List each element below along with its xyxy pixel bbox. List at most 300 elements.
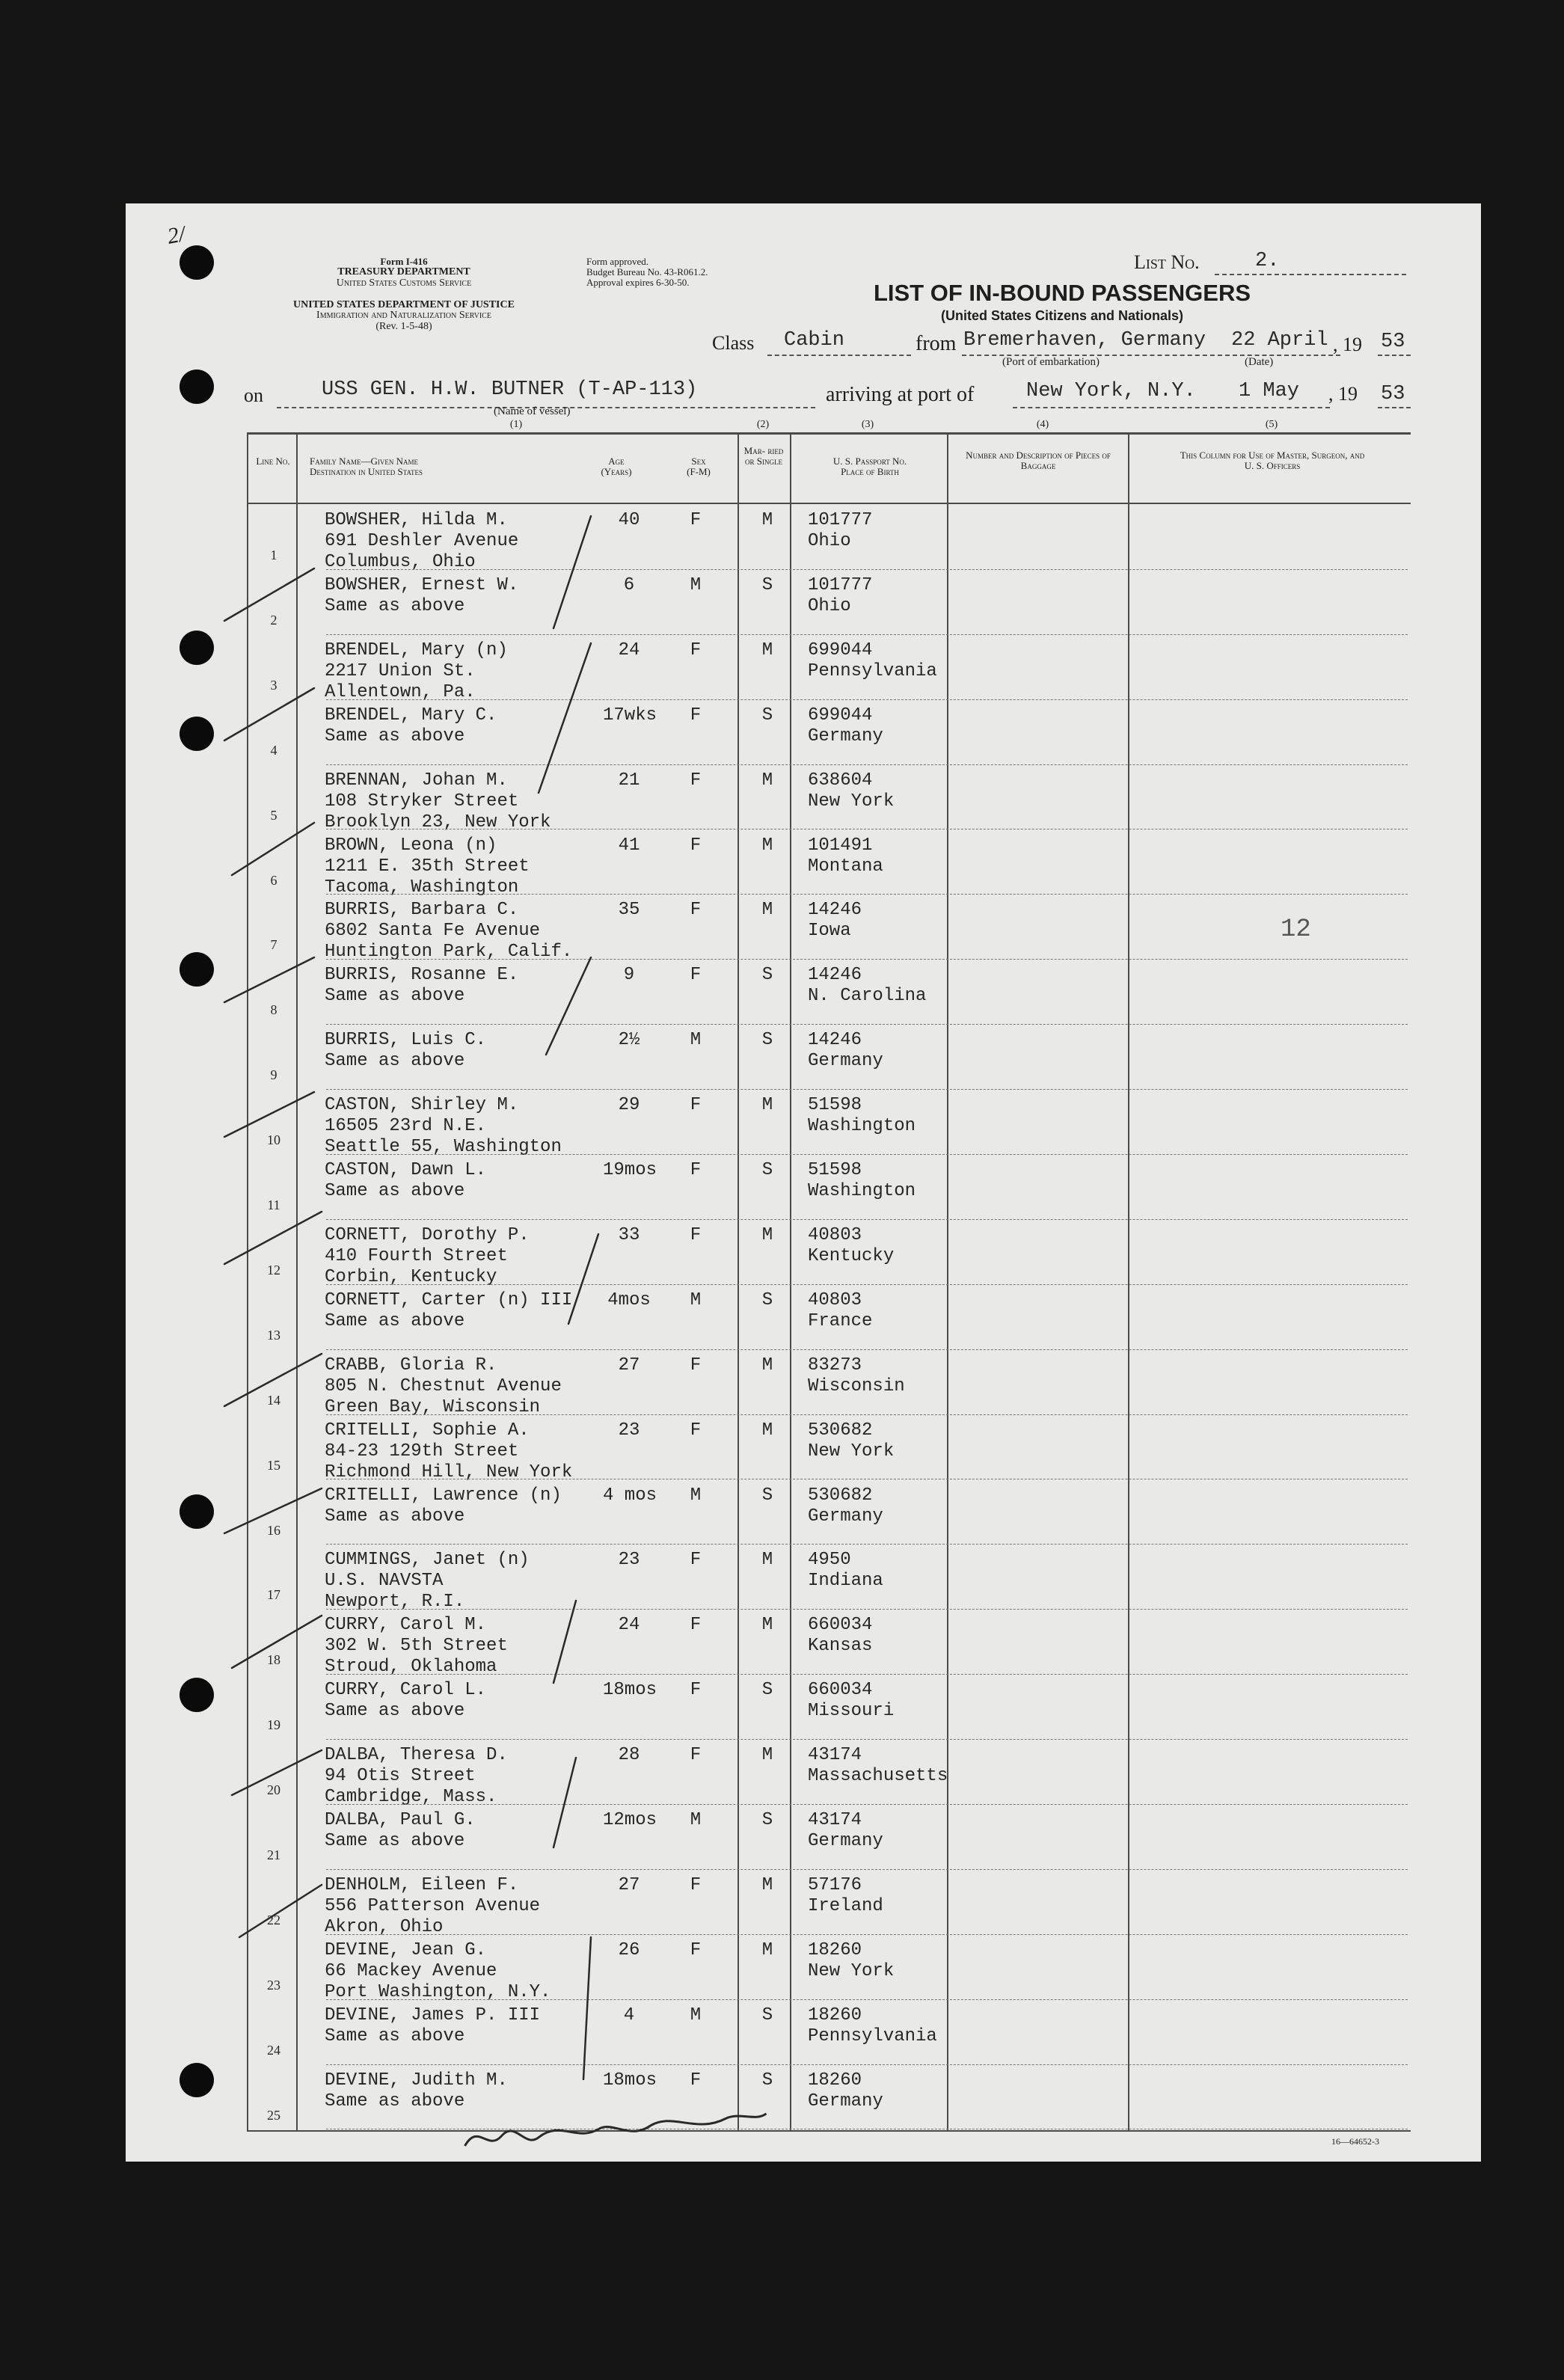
table-row — [0, 831, 1355, 896]
age: 23 — [618, 1420, 640, 1441]
place-of-birth: Germany — [808, 726, 883, 746]
age: 28 — [618, 1745, 640, 1766]
passport-number: 83273 — [808, 1355, 862, 1375]
age: 18mos — [603, 1680, 657, 1701]
sex: M — [690, 2005, 702, 2025]
passenger-name: CUMMINGS, Janet (n) — [325, 1550, 530, 1571]
line-number: 24 — [267, 2042, 280, 2058]
passport-number: 699044 — [808, 640, 873, 660]
marital-status: S — [761, 2005, 773, 2025]
table-row — [0, 636, 1355, 701]
line-number: 7 — [270, 937, 277, 953]
line-number: 25 — [267, 2107, 280, 2123]
destination-line: 1211 E. 35th Street — [325, 856, 530, 877]
destination-line: 691 Deshler Avenue — [325, 531, 519, 551]
passport-number: 14246 — [808, 1030, 862, 1051]
passport-number: 530682 — [808, 1420, 873, 1441]
sex: M — [690, 1810, 702, 1830]
line-number: 8 — [270, 1002, 277, 1018]
punch-hole — [180, 369, 214, 404]
age: 21 — [618, 770, 640, 791]
passport-number: 638604 — [808, 770, 873, 791]
arrival-date: 1 May — [1239, 380, 1300, 402]
place-of-birth: New York — [808, 791, 895, 812]
table-row — [0, 1221, 1355, 1286]
passenger-name: CRITELLI, Lawrence (n) — [325, 1485, 562, 1506]
sex: F — [690, 1680, 702, 1701]
destination-line: Akron, Ohio — [325, 1916, 444, 1937]
row-divider — [326, 569, 1408, 570]
table-row — [0, 1871, 1355, 1936]
line-number: 13 — [267, 1327, 280, 1343]
line-number: 5 — [270, 807, 277, 823]
destination-line: Same as above — [325, 1701, 465, 1722]
column-number-5: (5) — [1265, 419, 1278, 430]
passport-number: 18260 — [808, 2070, 862, 2091]
passport-number: 699044 — [808, 705, 873, 726]
approval-line3: Approval expires 6-30-50. — [586, 277, 690, 288]
row-divider — [326, 1739, 1408, 1740]
passport-number: 18260 — [808, 1939, 862, 1960]
header-married: Mar- ried or Single — [743, 445, 784, 467]
passport-number: 530682 — [808, 1485, 873, 1506]
table-row — [0, 1740, 1355, 1806]
place-of-birth: Germany — [808, 2091, 883, 2111]
age: 2½ — [618, 1030, 640, 1051]
table-row — [0, 1610, 1355, 1678]
age: 17wks — [603, 705, 657, 726]
marital-status: S — [761, 705, 773, 726]
line-number: 10 — [267, 1132, 280, 1148]
age: 27 — [618, 1355, 640, 1375]
class-underline — [767, 355, 911, 356]
row-divider — [326, 1349, 1408, 1350]
destination-line: Same as above — [325, 1310, 465, 1331]
place-of-birth: Pennsylvania — [808, 2025, 937, 2046]
header-baggage: Number and Description of Pieces of Baggage — [966, 450, 1111, 471]
header-officers: This Column for Use of Master, Surgeon, and U. S. Officers — [1180, 450, 1365, 471]
vessel-name: USS GEN. H.W. BUTNER (T-AP-113) — [322, 378, 698, 401]
row-divider — [326, 699, 1408, 700]
row-divider — [326, 894, 1408, 895]
table-row — [0, 960, 1355, 1025]
table-row — [0, 1806, 1355, 1871]
passport-number: 40803 — [808, 1224, 862, 1245]
table-row — [0, 506, 1355, 571]
embarkation-note: (Port of embarkation) — [1002, 356, 1100, 368]
age: 4 mos — [603, 1485, 657, 1506]
date-note: (Date) — [1245, 356, 1274, 368]
row-divider — [326, 1154, 1408, 1155]
sex: F — [690, 510, 702, 530]
line-number: 14 — [267, 1392, 280, 1408]
destination-line: Same as above — [325, 1831, 465, 1851]
arrival-port: New York, N.Y. — [1026, 380, 1196, 402]
age: 4mos — [607, 1289, 651, 1310]
destination-line: Allentown, Pa. — [325, 681, 476, 702]
passenger-name: CURRY, Carol L. — [325, 1680, 487, 1701]
line-number: 19 — [267, 1717, 280, 1733]
passport-number: 43174 — [808, 1810, 862, 1830]
passport-number: 51598 — [808, 1095, 862, 1116]
customs-service: United States Customs Service — [336, 277, 472, 289]
table-row — [0, 1156, 1355, 1221]
sex: M — [690, 1030, 702, 1051]
sex: F — [690, 1615, 702, 1636]
sex: M — [690, 1485, 702, 1506]
immigration-service: Immigration and Naturalization Service — [316, 310, 491, 321]
age: 19mos — [603, 1160, 657, 1180]
marital-status: S — [761, 1160, 773, 1180]
place-of-birth: New York — [808, 1441, 895, 1462]
marital-status: M — [761, 1874, 773, 1895]
line-number: 20 — [267, 1782, 280, 1798]
table-row — [0, 1481, 1355, 1546]
destination-line: 556 Patterson Avenue — [325, 1895, 541, 1916]
age: 24 — [618, 1615, 640, 1636]
place-of-birth: Indiana — [808, 1571, 883, 1592]
destination-line: Cambridge, Mass. — [325, 1787, 497, 1808]
marital-status: S — [761, 574, 773, 595]
passenger-name: BURRIS, Luis C. — [325, 1030, 487, 1051]
sex: F — [690, 1874, 702, 1895]
row-divider — [326, 2064, 1408, 2065]
embarkation-port: Bremerhaven, Germany — [963, 329, 1206, 352]
table-row — [0, 895, 1355, 963]
row-divider — [326, 634, 1408, 635]
passenger-name: CORNETT, Dorothy P. — [325, 1224, 530, 1245]
destination-line: Richmond Hill, New York — [325, 1462, 573, 1482]
passenger-name: DEVINE, Jean G. — [325, 1939, 487, 1960]
marital-status: M — [761, 770, 773, 791]
destination-line: Seattle 55, Washington — [325, 1137, 562, 1158]
line-number: 15 — [267, 1457, 280, 1473]
passenger-name: DENHOLM, Eileen F. — [325, 1874, 519, 1895]
destination-line: 2217 Union St. — [325, 660, 476, 681]
line-number: 11 — [267, 1197, 280, 1212]
header-birth: Place of Birth — [841, 466, 899, 477]
row-divider — [326, 1869, 1408, 1870]
row-divider — [326, 1999, 1408, 2000]
sex: F — [690, 1095, 702, 1116]
arrival-year-underline — [1378, 407, 1411, 408]
sex: M — [690, 1289, 702, 1310]
table-row — [0, 766, 1355, 831]
age: 23 — [618, 1550, 640, 1571]
marital-status: M — [761, 1224, 773, 1245]
row-divider — [326, 1609, 1408, 1610]
sex: F — [690, 1550, 702, 1571]
document-subtitle: (United States Citizens and Nationals) — [940, 308, 1184, 323]
destination-line: Same as above — [325, 1181, 465, 1201]
officer-note: 12 — [1281, 915, 1311, 944]
row-divider — [326, 1804, 1408, 1805]
table-row — [0, 1416, 1355, 1481]
table-row — [0, 1351, 1355, 1416]
sex: F — [690, 1160, 702, 1180]
table-header-rule — [247, 503, 1411, 504]
destination-line: Same as above — [325, 726, 465, 746]
age: 41 — [618, 835, 640, 856]
passenger-name: BURRIS, Barbara C. — [325, 900, 519, 921]
passport-number: 57176 — [808, 1874, 862, 1895]
marital-status: S — [761, 2070, 773, 2091]
marital-status: S — [761, 1289, 773, 1310]
destination-line: Brooklyn 23, New York — [325, 812, 551, 832]
row-divider — [326, 764, 1408, 765]
table-row — [0, 1936, 1355, 2001]
marital-status: M — [761, 1420, 773, 1441]
row-divider — [326, 1284, 1408, 1285]
destination-line: 94 Otis Street — [325, 1766, 476, 1787]
sex: F — [690, 900, 702, 921]
list-no-label: List No. — [1134, 251, 1200, 273]
corner-mark: 2/ — [165, 221, 187, 249]
marital-status: M — [761, 1550, 773, 1571]
destination-line: Same as above — [325, 2091, 465, 2111]
passport-number: 51598 — [808, 1160, 862, 1180]
line-number: 12 — [267, 1262, 280, 1278]
departure-year: 53 — [1381, 331, 1405, 353]
passenger-name: BROWN, Leona (n) — [325, 835, 497, 856]
destination-line: 410 Fourth Street — [325, 1245, 508, 1266]
age: 26 — [618, 1939, 640, 1960]
sex: F — [690, 1939, 702, 1960]
passenger-name: CURRY, Carol M. — [325, 1615, 487, 1636]
destination-line: 302 W. 5th Street — [325, 1636, 508, 1657]
place-of-birth: Wisconsin — [808, 1375, 905, 1396]
marital-status: M — [761, 640, 773, 660]
destination-line: Same as above — [325, 595, 465, 616]
destination-line: Same as above — [325, 1506, 465, 1527]
marital-status: M — [761, 510, 773, 530]
sex: F — [690, 1420, 702, 1441]
arrival-year: 53 — [1381, 383, 1405, 405]
header-name: Family Name—Given Name — [310, 456, 418, 467]
passport-number: 4950 — [808, 1550, 851, 1571]
table-row — [0, 1675, 1355, 1740]
departure-date: 22 April — [1231, 329, 1328, 352]
marital-status: M — [761, 1615, 773, 1636]
marital-status: M — [761, 1095, 773, 1116]
column-number-2: (2) — [756, 419, 770, 430]
destination-line: Same as above — [325, 986, 465, 1007]
line-number: 23 — [267, 1977, 280, 1993]
sex: F — [690, 835, 702, 856]
row-divider — [326, 1414, 1408, 1415]
passport-number: 660034 — [808, 1615, 873, 1636]
column-number-4: (4) — [1036, 419, 1049, 430]
line-number: 6 — [270, 872, 277, 888]
destination-line: Columbus, Ohio — [325, 552, 476, 572]
marital-status: S — [761, 1680, 773, 1701]
destination-line: 6802 Santa Fe Avenue — [325, 921, 541, 942]
destination-line: 805 N. Chestnut Avenue — [325, 1375, 562, 1396]
marital-status: S — [761, 1485, 773, 1506]
header-sex: Sex — [691, 456, 706, 467]
column-number-1: (1) — [509, 419, 523, 430]
destination-line: Corbin, Kentucky — [325, 1266, 497, 1287]
treasury-dept: TREASURY DEPARTMENT — [337, 266, 470, 277]
destination-line: Huntington Park, Calif. — [325, 942, 573, 963]
on-label: on — [244, 384, 263, 406]
passport-number: 101491 — [808, 835, 873, 856]
age: 33 — [618, 1224, 640, 1245]
marital-status: M — [761, 1745, 773, 1766]
sex: F — [690, 705, 702, 726]
place-of-birth: Germany — [808, 1051, 883, 1072]
sex: F — [690, 1355, 702, 1375]
passport-number: 14246 — [808, 965, 862, 986]
row-divider — [326, 1934, 1408, 1935]
vessel-note: (Name of vessel) — [494, 405, 571, 417]
sex: F — [690, 965, 702, 986]
marital-status: S — [761, 1810, 773, 1830]
passport-number: 660034 — [808, 1680, 873, 1701]
destination-line: 84-23 129th Street — [325, 1441, 519, 1462]
departure-year-underline — [1378, 355, 1411, 356]
age: 6 — [623, 574, 635, 595]
table-row — [0, 571, 1355, 636]
place-of-birth: Ohio — [808, 531, 851, 551]
destination-line: Port Washington, N.Y. — [325, 1981, 551, 2002]
line-number: 1 — [270, 548, 277, 562]
passport-number: 101777 — [808, 574, 873, 595]
passenger-name: BOWSHER, Hilda M. — [325, 510, 508, 530]
row-divider — [326, 959, 1408, 960]
destination-line: Same as above — [325, 2025, 465, 2046]
destination-line: Green Bay, Wisconsin — [325, 1396, 541, 1417]
approval-line2: Budget Bureau No. 43-R061.2. — [586, 266, 708, 277]
line-number: 16 — [267, 1522, 280, 1538]
place-of-birth: Germany — [808, 1831, 883, 1851]
place-of-birth: Ohio — [808, 595, 851, 616]
passenger-name: BRENNAN, Johan M. — [325, 770, 508, 791]
header-sex-unit: (F-M) — [687, 466, 711, 477]
destination-line: 66 Mackey Avenue — [325, 1960, 497, 1981]
passenger-name: BRENDEL, Mary (n) — [325, 640, 508, 660]
arrival-date-underline — [1218, 407, 1330, 408]
passenger-name: DEVINE, James P. III — [325, 2005, 541, 2025]
place-of-birth: Germany — [808, 1506, 883, 1527]
form-revision: (Rev. 1-5-48) — [375, 321, 432, 332]
punch-hole — [180, 245, 214, 280]
age: 35 — [618, 900, 640, 921]
line-number: 18 — [267, 1652, 280, 1668]
passport-number: 18260 — [808, 2005, 862, 2025]
print-code: 16—64652-3 — [1331, 2136, 1379, 2147]
table-row — [0, 1286, 1355, 1351]
passenger-name: CRABB, Gloria R. — [325, 1355, 497, 1375]
table-row — [0, 1091, 1355, 1156]
place-of-birth: Pennsylvania — [808, 660, 937, 681]
sex: F — [690, 770, 702, 791]
line-number: 2 — [270, 612, 277, 628]
header-line-no: Line No. — [256, 456, 290, 467]
table-row — [0, 2001, 1355, 2066]
sex: F — [690, 1224, 702, 1245]
place-of-birth: Montana — [808, 856, 883, 877]
passenger-name: CORNETT, Carter (n) III — [325, 1289, 573, 1310]
marital-status: S — [761, 1030, 773, 1051]
age: 24 — [618, 640, 640, 660]
passenger-name: DALBA, Theresa D. — [325, 1745, 508, 1766]
sex: F — [690, 2070, 702, 2091]
age: 27 — [618, 1874, 640, 1895]
age: 12mos — [603, 1810, 657, 1830]
place-of-birth: N. Carolina — [808, 986, 927, 1007]
class-value: Cabin — [784, 329, 845, 352]
age: 40 — [618, 510, 640, 530]
table-top-rule — [247, 432, 1411, 435]
line-number: 3 — [270, 677, 277, 693]
document-title: LIST OF IN-BOUND PASSENGERS — [873, 280, 1251, 306]
place-of-birth: New York — [808, 1960, 895, 1981]
class-label: Class — [712, 332, 755, 354]
list-no-underline — [1215, 274, 1406, 275]
place-of-birth: France — [808, 1310, 873, 1331]
header-age: Age — [608, 456, 625, 467]
table-row — [0, 701, 1355, 766]
header-passport: U. S. Passport No. — [832, 456, 907, 467]
passenger-name: DEVINE, Judith M. — [325, 2070, 508, 2091]
place-of-birth: Ireland — [808, 1895, 883, 1916]
passenger-name: CASTON, Shirley M. — [325, 1095, 519, 1116]
destination-line: Newport, R.I. — [325, 1592, 465, 1613]
line-number: 22 — [267, 1912, 280, 1927]
marital-status: M — [761, 835, 773, 856]
table-row — [0, 1545, 1355, 1613]
passport-number: 43174 — [808, 1745, 862, 1766]
approval-line1: Form approved. — [586, 256, 649, 267]
list-no-value: 2. — [1255, 250, 1280, 272]
place-of-birth: Iowa — [808, 921, 851, 942]
destination-line: Tacoma, Washington — [325, 877, 519, 898]
sex: F — [690, 640, 702, 660]
marital-status: M — [761, 1355, 773, 1375]
place-of-birth: Massachusetts — [808, 1766, 948, 1787]
destination-line: Same as above — [325, 1051, 465, 1072]
arrival-year-prefix: , 19 — [1328, 383, 1358, 405]
age: 4 — [623, 2005, 635, 2025]
marital-status: M — [761, 900, 773, 921]
passenger-name: BOWSHER, Ernest W. — [325, 574, 519, 595]
row-divider — [326, 1674, 1408, 1675]
passenger-name: CRITELLI, Sophie A. — [325, 1420, 530, 1441]
from-label: from — [916, 332, 957, 355]
passenger-name: DALBA, Paul G. — [325, 1810, 476, 1830]
table-row — [0, 1025, 1355, 1091]
header-destination: Destination in United States — [310, 466, 423, 477]
destination-line: 16505 23rd N.E. — [325, 1116, 487, 1137]
marital-status: S — [761, 965, 773, 986]
marital-status: M — [761, 1939, 773, 1960]
place-of-birth: Missouri — [808, 1701, 895, 1722]
place-of-birth: Kentucky — [808, 1245, 895, 1266]
passenger-name: BRENDEL, Mary C. — [325, 705, 497, 726]
line-number: 21 — [267, 1847, 280, 1862]
line-number: 4 — [270, 742, 277, 758]
justice-dept: UNITED STATES DEPARTMENT OF JUSTICE — [293, 299, 515, 310]
place-of-birth: Washington — [808, 1181, 916, 1201]
passport-number: 40803 — [808, 1289, 862, 1310]
departure-year-prefix: , 19 — [1333, 334, 1362, 355]
arriving-label: arriving at port of — [826, 383, 975, 406]
age: 18mos — [603, 2070, 657, 2091]
passport-number: 101777 — [808, 510, 873, 530]
column-number-3: (3) — [861, 419, 874, 430]
destination-line: Stroud, Oklahoma — [325, 1657, 497, 1678]
